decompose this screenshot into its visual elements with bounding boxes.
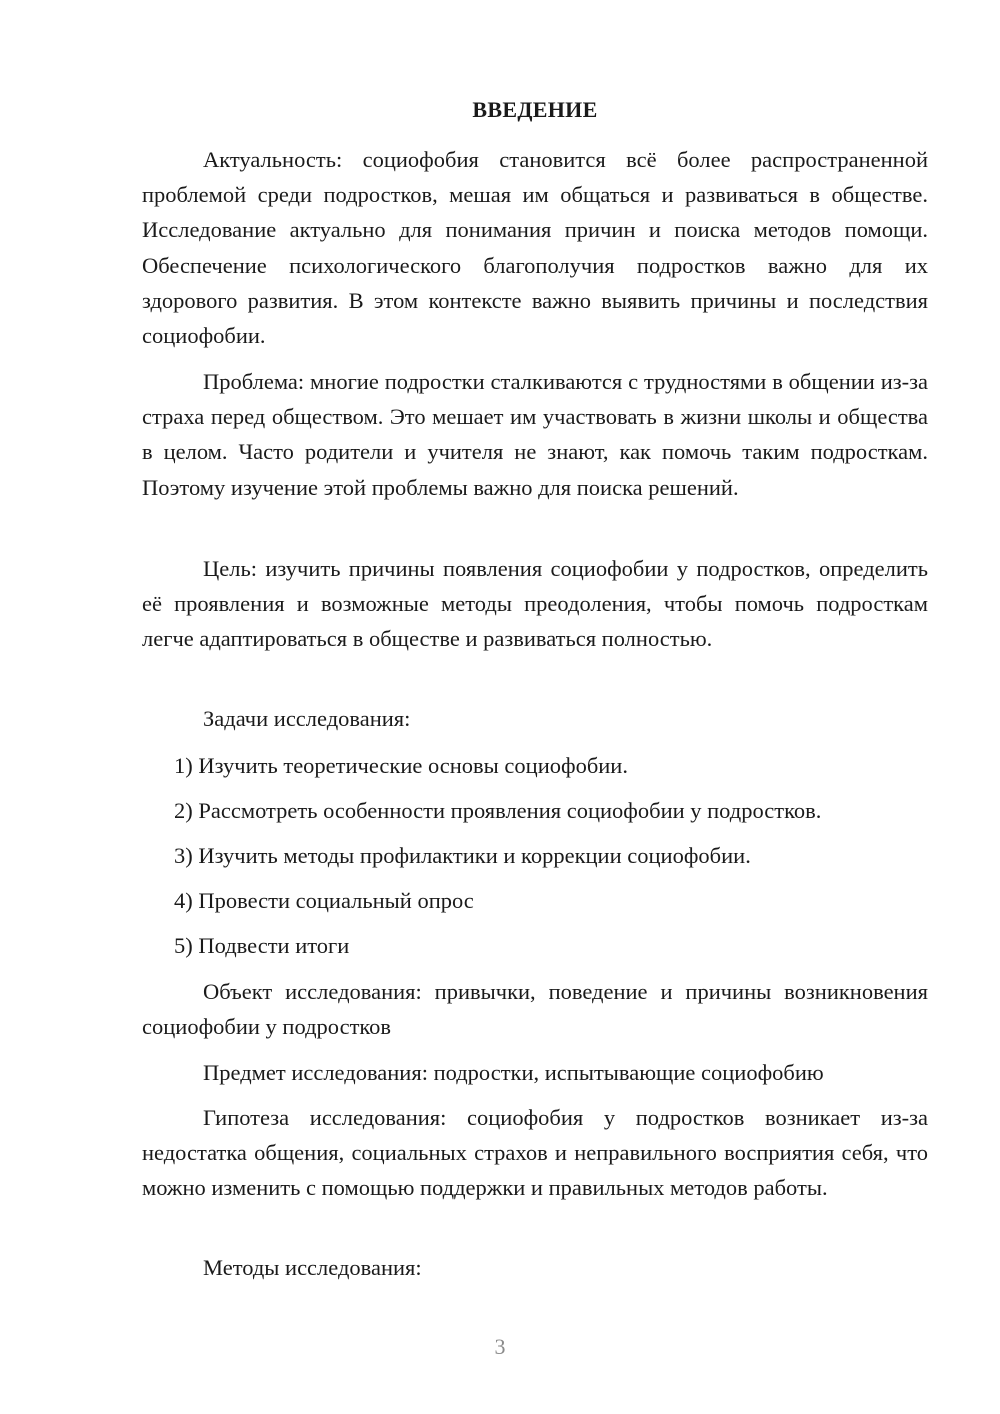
methods-heading: Методы исследования: bbox=[203, 1255, 422, 1280]
page-number: 3 bbox=[494, 1334, 506, 1359]
task-item-1: 1) Изучить теоретические основы социофобии. bbox=[174, 753, 628, 778]
task-item-3: 3) Изучить методы профилактики и коррекции социофобии. bbox=[174, 843, 751, 868]
problem-paragraph: Проблема: многие подростки сталкиваются с трудностями в общении из-за страха перед обществом. Это мешает им участвовать в жизни школы и общества в целом. Часто родители и учителя не знают, как помочь таким подросткам. Поэтому изучение этой проблемы важно для поиска решений. bbox=[142, 369, 928, 500]
task-item-4: 4) Провести социальный опрос bbox=[174, 888, 474, 913]
hypothesis-paragraph: Гипотеза исследования: социофобия у подростков возникает из-за недостатка общения, социальных страхов и неправильного восприятия себя, что можно изменить с помощью поддержки и правильных методов работы. bbox=[142, 1105, 928, 1201]
tasks-heading: Задачи исследования: bbox=[203, 706, 411, 731]
goal-paragraph: Цель: изучить причины появления социофобии у подростков, определить её проявления и возможные методы преодоления, чтобы помочь подросткам легче адаптироваться в обществе и развиваться полностью. bbox=[142, 556, 928, 652]
task-item-5: 5) Подвести итоги bbox=[174, 933, 350, 958]
object-paragraph: Объект исследования: привычки, поведение и причины возникновения социофобии у подростков bbox=[142, 979, 928, 1040]
page-title: ВВЕДЕНИЕ bbox=[472, 97, 598, 122]
subject-paragraph: Предмет исследования: подростки, испытывающие социофобию bbox=[203, 1060, 824, 1085]
task-item-2: 2) Рассмотреть особенности проявления социофобии у подростков. bbox=[174, 798, 822, 823]
relevance-paragraph: Актуальность: социофобия становится всё более распространенной проблемой среди подростков, мешая им общаться и развиваться в обществе. Исследование актуально для понимания причин и поиска методов помощи. Обеспечение психологического благополучия подростков важно для их здорового развития. В этом контексте важно выявить причины и последствия социофобии. bbox=[142, 147, 928, 349]
